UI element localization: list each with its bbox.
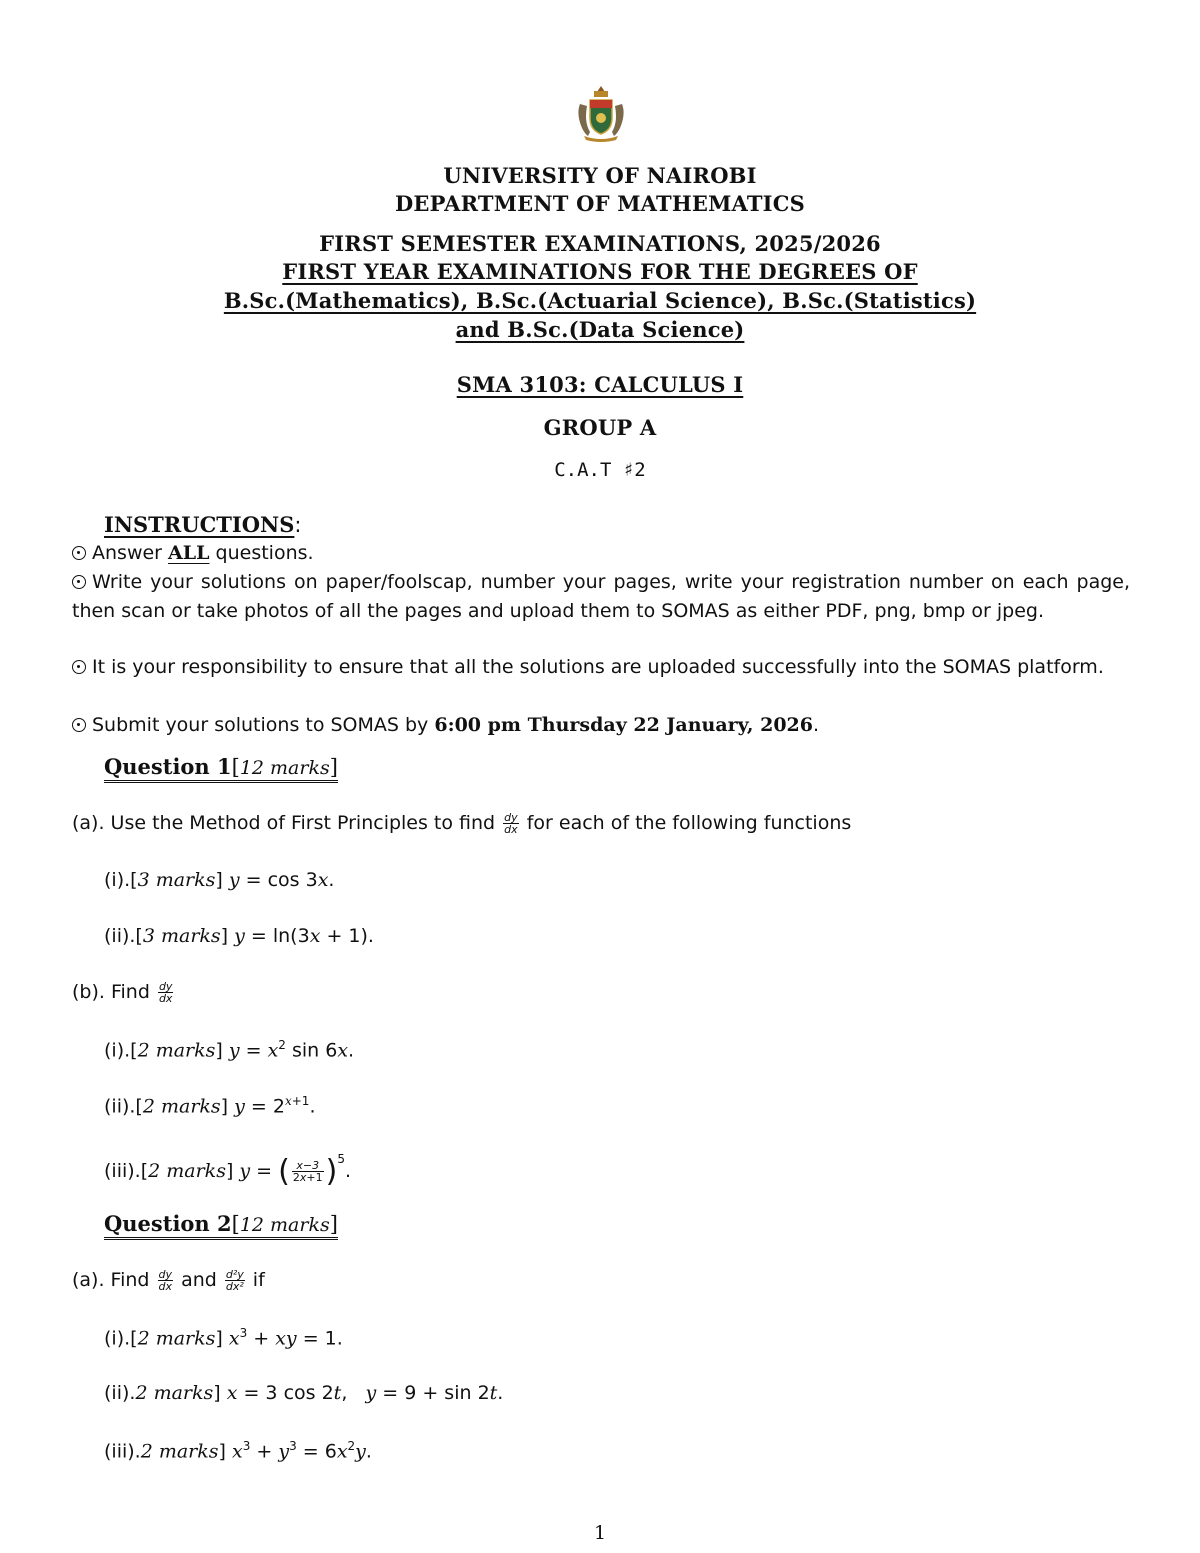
instruction-1: [72, 539, 1130, 568]
q1-b-i: (i).[2 marks] $y = x^2$ sin 6x.: [104, 1038, 355, 1062]
q1-b-iii: (iii).[2 marks] y = ( $\frac{x-3}{2x+1}$ )$^5$.: [104, 1152, 351, 1189]
page-number: 1: [593, 1522, 607, 1544]
q2-a-iii: (iii).2 marks] $x^3 + y^3 = 6x^2y$.: [104, 1439, 372, 1463]
q2-a-iii-marks: 2 marks: [140, 1440, 219, 1463]
question-1-heading: Question 1[12 marks]: [104, 754, 338, 783]
instruction-4: [72, 711, 1130, 740]
question-2-marks: 12 marks: [239, 1214, 330, 1236]
department-name: DEPARTMENT OF MATHEMATICS: [395, 191, 805, 216]
q1-b-iii-marks: 2 marks: [148, 1160, 226, 1182]
q1-b-label: (b).: [72, 981, 105, 1003]
university-name: UNIVERSITY OF NAIROBI: [443, 163, 757, 188]
q2-a-iii-label: (iii).: [104, 1440, 141, 1463]
instruction-3-text: It is your responsibility to ensure that all the solutions are uploaded successfully into the SOMAS platform.: [92, 656, 1104, 678]
instruction-3: [72, 653, 1130, 682]
degrees-title: [0, 259, 1200, 284]
q1-a-i-marks: 3 marks: [137, 869, 216, 891]
degrees-line-1-text: B.Sc.(Mathematics), B.Sc.(Actuarial Science), B.Sc.(Statistics): [223, 288, 977, 313]
q1-b-i-marks: 2 marks: [137, 1039, 216, 1062]
q2-a-if: if: [246, 1269, 265, 1291]
instruction-2-text: Write your solutions on paper/foolscap, number your pages, write your registration number on each page, then scan or take photos of all the pages and upload them to SOMAS as either PDF, png, bmp or jpeg.: [72, 571, 1130, 622]
q2-a-i-label: (i).[: [104, 1327, 138, 1350]
q1-a-ii-marks: 3 marks: [142, 925, 221, 947]
degrees-title-text: FIRST YEAR EXAMINATIONS FOR THE DEGREES OF: [282, 259, 918, 284]
instruction-4-post: .: [813, 714, 820, 736]
question-2-title: Question 2: [104, 1211, 232, 1236]
circle-bullet-icon: [72, 718, 86, 732]
degrees-line-2: [0, 317, 1200, 342]
q2-a-ii-label: (ii).: [104, 1382, 136, 1404]
group-label: GROUP A: [543, 415, 657, 440]
q1-a-ii: (ii).[3 marks] y = ln(3x + 1).: [104, 925, 374, 947]
q2-a-i: (i).[2 marks] $x^3$ + xy = 1.: [104, 1326, 343, 1350]
course-title-text: SMA 3103: CALCULUS I: [456, 372, 744, 397]
instructions-title: INSTRUCTIONS: [104, 512, 295, 537]
q2-a-text: Find: [104, 1269, 156, 1291]
q1-b-ii-marks: 2 marks: [142, 1095, 221, 1118]
instruction-2: [72, 568, 1130, 626]
q1-part-b: (b). Find $\frac{dy}{dx}$: [72, 980, 173, 1005]
question-2-heading: Question 2[12 marks]: [104, 1211, 338, 1240]
instruction-1-post: questions.: [209, 542, 314, 564]
circle-bullet-icon: [72, 575, 86, 589]
q2-a-label: (a).: [72, 1269, 105, 1291]
q1-a-label: (a).: [72, 812, 105, 834]
course-title: [0, 372, 1200, 397]
exam-title: FIRST SEMESTER EXAMINATIONS, 2025/2026: [319, 231, 881, 256]
q2-a-i-marks: 2 marks: [137, 1327, 216, 1350]
q1-a-i: (i).[3 marks] y = cos 3x.: [104, 869, 335, 891]
q1-a-tail: for each of the following functions: [520, 812, 852, 834]
q2-a-ii: (ii).2 marks] x = 3 cos 2t, y = 9 + sin 2t.: [104, 1382, 504, 1404]
q2-a-and: and: [175, 1269, 223, 1291]
q1-b-text: Find: [104, 981, 156, 1003]
q1-a-i-label: (i).[: [104, 869, 138, 891]
instruction-1-pre: Answer: [92, 542, 169, 564]
question-1-marks: 12 marks: [239, 757, 330, 779]
q1-a-text: Use the Method of First Principles to find: [104, 812, 502, 834]
circle-bullet-icon: [72, 546, 86, 560]
instruction-1-bold: ALL: [168, 542, 210, 564]
q1-a-ii-label: (ii).[: [104, 925, 143, 947]
degrees-line-2-text: and B.Sc.(Data Science): [455, 317, 745, 342]
q1-b-ii: (ii).[2 marks] $y = 2^{x+1}$.: [104, 1094, 316, 1118]
q1-part-a: (a). Use the Method of First Principles to find $\frac{dy}{dx}$ for each of the following functions: [72, 811, 852, 836]
cat-label: C.A.T ♯2: [554, 459, 646, 481]
q1-b-ii-label: (ii).[: [104, 1095, 143, 1118]
instructions-heading: INSTRUCTIONS:: [104, 512, 302, 537]
circle-bullet-icon: [72, 660, 86, 674]
degrees-line-1: [0, 288, 1200, 313]
instruction-4-pre: Submit your solutions to SOMAS by: [92, 714, 435, 736]
university-crest: [570, 82, 632, 144]
q2-a-ii-marks: 2 marks: [135, 1382, 214, 1404]
q1-b-iii-label: (iii).[: [104, 1160, 149, 1182]
instruction-4-deadline: 6:00 pm Thursday 22 January, 2026: [434, 714, 813, 736]
q2-part-a: (a). Find $\frac{dy}{dx}$ and $\frac{\text{d²y}}{\text{dx²}}$ if: [72, 1268, 265, 1293]
q1-b-i-label: (i).[: [104, 1039, 138, 1062]
question-1-title: Question 1: [104, 754, 232, 779]
